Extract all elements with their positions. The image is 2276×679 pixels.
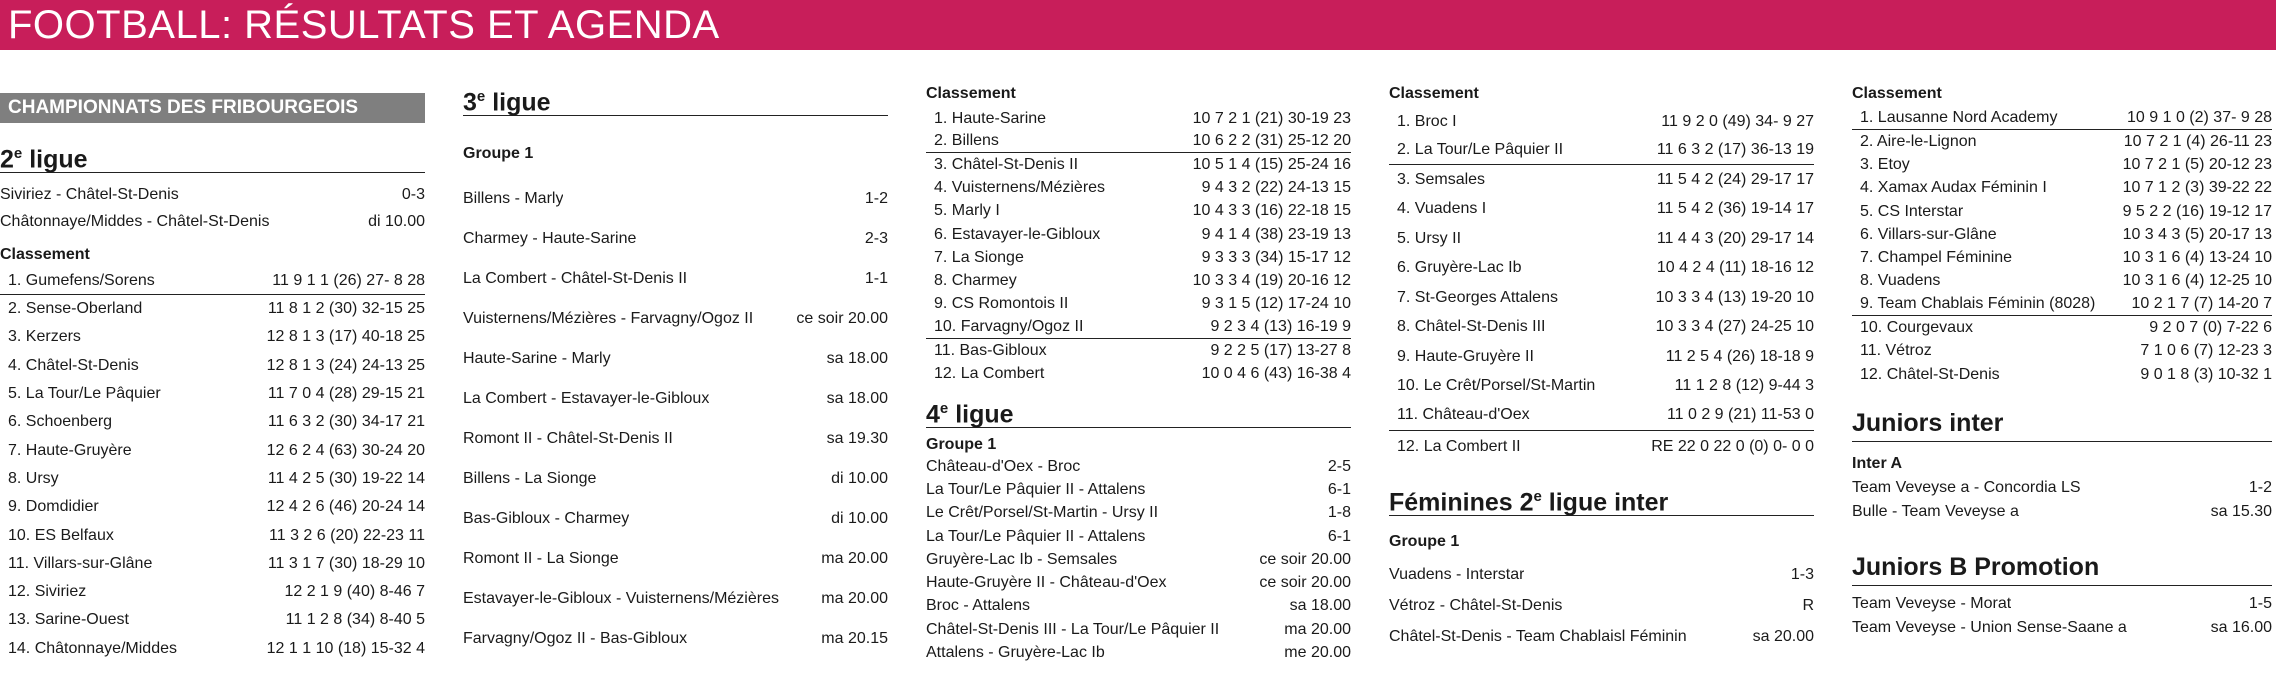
standing-row: 12. Châtel-St-Denis 9 0 1 8 (3) 10-32 1 [1860,365,2272,383]
standing-row: 3. Châtel-St-Denis II 10 5 1 4 (15) 25-24 16 [934,155,1351,173]
match-row: Farvagny/Ogoz II - Bas-Gibloux ma 20.15 [463,630,888,647]
standing-row: 6. Gruyère-Lac Ib 10 4 2 4 (11) 18-16 12 [1397,259,1814,277]
standing-row: 4. Vuadens I 11 5 4 2 (36) 19-14 17 [1397,200,1814,218]
standing-row: 4. Vuisternens/Mézières 9 4 3 2 (22) 24-13 15 [934,178,1351,196]
standing-row: 7. Champel Féminine 10 3 1 6 (4) 13-24 10 [1860,249,2272,267]
page-banner [0,0,2276,50]
column-3e-standings-4e-ligue [926,80,1351,665]
match-row: Broc - Attalens sa 18.00 [926,597,1351,615]
standing-row: 3. Semsales 11 5 4 2 (24) 29-17 17 [1397,170,1814,188]
standing-row: 9. Domdidier 12 4 2 6 (46) 20-24 14 [8,498,425,516]
championship-badge: CHAMPIONNATS DES FRIBOURGEOIS [0,93,425,123]
match-row: Team Veveyse a - Concordia LS 1-2 [1852,479,2272,497]
match-row: Team Veveyse - Morat 1-5 [1852,595,2272,613]
standing-row: 10. Courgevaux 9 2 0 7 (0) 7-22 6 [1860,319,2272,337]
match-row: Haute-Sarine - Marly sa 18.00 [463,350,888,367]
group-label: Groupe 1 [1389,532,1460,550]
group-label: Inter A [1852,455,1903,473]
match-row: Haute-Gruyère II - Château-d'Oex ce soir 20.00 [926,574,1351,592]
group-label: Groupe 1 [463,145,534,162]
match-row: Châtel-St-Denis - Team Chablaisl Féminin sa 20.00 [1389,628,1814,645]
standing-row: 14. Châtonnaye/Middes 12 1 1 10 (18) 15-32 4 [8,639,425,657]
standing-row: 2. Sense-Oberland 11 8 1 2 (30) 32-15 25 [8,300,425,318]
standing-row: 1. Broc I 11 9 2 0 (49) 34- 9 27 [1397,112,1814,130]
standing-row: 7. Haute-Gruyère 12 6 2 4 (63) 30-24 20 [8,441,425,459]
standing-row: 2. La Tour/Le Pâquier II 11 6 3 2 (17) 36-13 19 [1389,136,1814,165]
standing-row: 5. La Tour/Le Pâquier 11 7 0 4 (28) 29-15 21 [8,385,425,403]
standing-label: Classement [926,85,1016,102]
standing-row: 12. La Combert 10 0 4 6 (43) 16-38 4 [934,365,1351,383]
standing-label: Classement [1852,85,1942,102]
match-row: Le Crêt/Porsel/St-Martin - Ursy II 1-8 [926,504,1351,522]
section-title-juniors-inter: Juniors inter [1852,406,2272,442]
match-row: Siviriez - Châtel-St-Denis 0-3 [0,185,425,203]
standing-row: 5. Marly I 10 4 3 3 (16) 22-18 15 [934,202,1351,220]
standing-row: 11. Villars-sur-Glâne 11 3 1 7 (30) 18-29 10 [8,554,425,572]
match-row: Charmey - Haute-Sarine 2-3 [463,230,888,247]
standing-row: 9. Haute-Gruyère II 11 2 5 4 (26) 18-18 9 [1397,347,1814,365]
standing-row: 10. Le Crêt/Porsel/St-Martin 11 1 2 8 (12) 9-44 3 [1397,377,1814,395]
match-row: Bas-Gibloux - Charmey di 10.00 [463,510,888,527]
standing-label: Classement [0,246,90,263]
standing-row: 5. CS Interstar 9 5 2 2 (16) 19-12 17 [1860,202,2272,220]
standing-row: 9. Team Chablais Féminin (8028) 10 2 1 7 (7) 14-20 7 [1852,293,2272,316]
standing-row: 11. Bas-Gibloux 9 2 2 5 (17) 13-27 8 [934,342,1351,360]
match-row: Vuisternens/Mézières - Farvagny/Ogoz II ce soir 20.00 [463,310,888,327]
match-row: Vuadens - Interstar 1-3 [1389,566,1814,583]
standing-row: 6. Estavayer-le-Gibloux 9 4 1 4 (38) 23-19 13 [934,225,1351,243]
group-label: Groupe 1 [926,435,997,453]
standing-row: 6. Schoenberg 11 6 3 2 (30) 34-17 21 [8,413,425,431]
standing-row: 5. Ursy II 11 4 4 3 (20) 29-17 14 [1397,229,1814,247]
match-row: Attalens - Gruyère-Lac Ib me 20.00 [926,643,1351,661]
standing-row: 8. Châtel-St-Denis III 10 3 3 4 (27) 24-25 10 [1397,318,1814,336]
page-title: FOOTBALL: RÉSULTATS ET AGENDA [8,3,720,47]
standing-row: 3. Etoy 10 7 2 1 (5) 20-12 23 [1860,155,2272,173]
standing-row: 2. Billens 10 6 2 2 (31) 25-12 20 [926,130,1351,153]
match-row: Châtel-St-Denis III - La Tour/Le Pâquier II ma 20.00 [926,620,1351,638]
match-row: Billens - La Sionge di 10.00 [463,470,888,487]
standing-row: 13. Sarine-Ouest 11 1 2 8 (34) 8-40 5 [8,611,425,629]
match-row: Château-d'Oex - Broc 2-5 [926,457,1351,475]
column-2e-ligue [0,80,425,663]
standing-row: 10. ES Belfaux 11 3 2 6 (20) 22-23 11 [8,526,425,544]
column-4e-standings-feminines [1389,80,1814,653]
standing-row: 6. Villars-sur-Glâne 10 3 4 3 (5) 20-17 13 [1860,225,2272,243]
match-row: Team Veveyse - Union Sense-Saane a sa 16.00 [1852,619,2272,637]
column-3e-ligue [463,80,888,659]
standing-label: Classement [1389,85,1479,102]
match-row: La Tour/Le Pâquier II - Attalens 6-1 [926,480,1351,498]
match-row: La Tour/Le Pâquier II - Attalens 6-1 [926,527,1351,545]
match-row: Châtonnaye/Middes - Châtel-St-Denis di 10.00 [0,212,425,230]
standing-row: 12. La Combert II RE 22 0 22 0 (0) 0- 0 0 [1397,438,1814,455]
standing-row: 11. Château-d'Oex 11 0 2 9 (21) 11-53 0 [1389,401,1814,431]
column-feminines-standings-juniors [1852,80,2272,640]
standing-row: 7. La Sionge 9 3 3 3 (34) 15-17 12 [934,248,1351,266]
section-title-2e-ligue: 2e ligue [0,137,425,173]
standing-row: 1. Haute-Sarine 10 7 2 1 (21) 30-19 23 [934,109,1351,127]
match-row: Gruyère-Lac Ib - Semsales ce soir 20.00 [926,550,1351,568]
standing-row: 4. Châtel-St-Denis 12 8 1 3 (24) 24-13 25 [8,356,425,374]
section-title-3e-ligue: 3e ligue [463,80,888,116]
standing-row: 8. Charmey 10 3 3 4 (19) 20-16 12 [934,272,1351,290]
standing-row: 3. Kerzers 12 8 1 3 (17) 40-18 25 [8,328,425,346]
standing-row: 8. Ursy 11 4 2 5 (30) 19-22 14 [8,469,425,487]
standing-row: 7. St-Georges Attalens 10 3 3 4 (13) 19-20 10 [1397,288,1814,306]
standing-row: 9. CS Romontois II 9 3 1 5 (12) 17-24 10 [934,295,1351,313]
standing-row: 8. Vuadens 10 3 1 6 (4) 12-25 10 [1860,272,2272,290]
standing-row: 4. Xamax Audax Féminin I 10 7 1 2 (3) 39-22 22 [1860,179,2272,197]
match-row: La Combert - Estavayer-le-Gibloux sa 18.00 [463,390,888,407]
match-row: Romont II - La Sionge ma 20.00 [463,550,888,567]
standing-row: 1. Lausanne Nord Academy 10 9 1 0 (2) 37- 9 28 [1852,107,2272,130]
standing-row: 1. Gumefens/Sorens 11 9 1 1 (26) 27- 8 28 [0,267,425,295]
standing-row: 2. Aire-le-Lignon 10 7 2 1 (4) 26-11 23 [1860,132,2272,150]
match-row: Billens - Marly 1-2 [463,190,888,207]
standing-row: 11. Vétroz 7 1 0 6 (7) 12-23 3 [1860,342,2272,360]
standing-row: 12. Siviriez 12 2 1 9 (40) 8-46 7 [8,583,425,601]
section-title-4e-ligue: 4e ligue [926,392,1351,428]
section-title-feminines: Féminines 2e ligue inter [1389,480,1814,516]
section-title-juniors-b: Juniors B Promotion [1852,550,2272,586]
match-row: La Combert - Châtel-St-Denis II 1-1 [463,270,888,287]
standing-row: 10. Farvagny/Ogoz II 9 2 3 4 (13) 16-19 9 [926,316,1351,339]
match-row: Vétroz - Châtel-St-Denis R [1389,597,1814,614]
match-row: Romont II - Châtel-St-Denis II sa 19.30 [463,430,888,447]
match-row: Estavayer-le-Gibloux - Vuisternens/Mézières ma 20.00 [463,590,888,607]
match-row: Bulle - Team Veveyse a sa 15.30 [1852,503,2272,521]
